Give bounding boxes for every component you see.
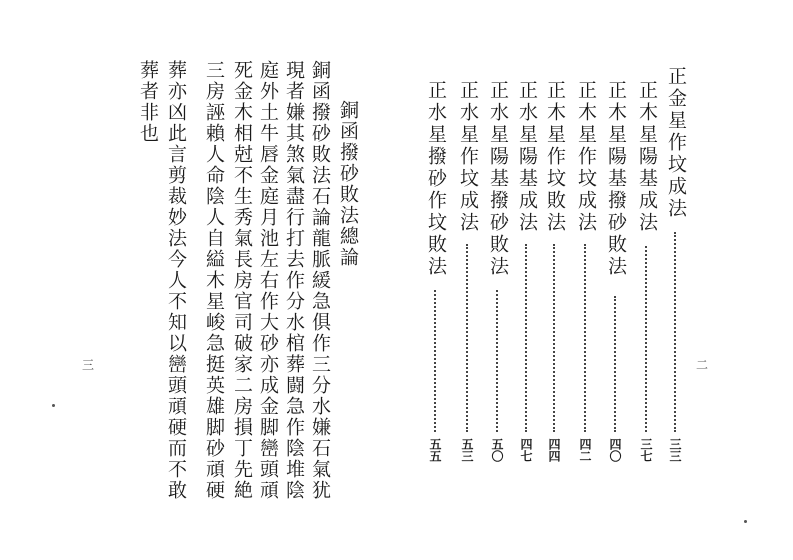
body-column-1: 銅函撥砂敗法石論龍脈緩急俱作三分水嫌石氣犹: [309, 60, 331, 501]
toc-entry-title: 正木星陽基撥砂敗法: [605, 80, 627, 278]
toc-entry-title: 正水星陽基成法: [516, 80, 538, 234]
toc-entry-page: 四四: [547, 438, 561, 462]
toc-leader: [645, 246, 647, 432]
toc-leader: [496, 290, 498, 432]
toc-entry-title: 正水星作坟成法: [457, 80, 479, 234]
toc-entry-page: 五三: [460, 438, 474, 462]
left-page-number: 三: [82, 358, 95, 372]
toc-entry-page: 五五: [428, 438, 442, 462]
toc-entry-title: 正金星作坟成法: [665, 66, 687, 220]
toc-leader: [553, 244, 555, 432]
toc-entry-title: 正木星作坟敗法: [544, 80, 566, 234]
toc-entry-title: 正水星陽基撥砂敗法: [487, 80, 509, 278]
toc-entry-page: 四〇: [608, 438, 622, 462]
toc-leader: [434, 290, 436, 432]
toc-leader: [584, 244, 586, 432]
toc-entry-page: 四七: [519, 438, 533, 462]
body-column-7: 葬者非也: [137, 60, 159, 144]
body-column-4: 死金木相尅不生秀氣長房官司破家二房損丁先絶: [231, 60, 253, 501]
toc-entry-page: 四二: [578, 438, 592, 462]
toc-entry-page: 三三: [668, 438, 682, 462]
body-column-2: 現者嫌其煞氣盡行打去作分水棺葬闘急作陰堆陰: [283, 60, 305, 501]
body-column-5: 三房誣賴人命陰人自縊木星峻急挺英雄脚砂頑硬: [203, 60, 225, 501]
body-column-3: 庭外土牛唇金庭月池左右作大砂亦成金脚巒頭頑: [257, 60, 279, 501]
section-heading: 銅函撥砂敗法總論: [337, 100, 359, 268]
toc-entry-page: 五〇: [490, 438, 504, 462]
toc-leader: [525, 244, 527, 432]
toc-entry-title: 正木星陽基成法: [636, 80, 658, 234]
right-page-number: 二: [696, 358, 709, 372]
scan-speck: [52, 404, 55, 407]
toc-entry-title: 正水星撥砂作坟敗法: [425, 80, 447, 278]
scan-speck: [744, 520, 747, 523]
body-column-6: 葬亦凶此言剪裁妙法今人不知以巒頭頑硬而不敢: [165, 60, 187, 501]
toc-entry-title: 正木星作坟成法: [575, 80, 597, 234]
toc-leader: [674, 232, 676, 432]
toc-leader: [466, 244, 468, 432]
toc-entry-page: 三七: [639, 438, 653, 462]
toc-leader: [614, 296, 616, 432]
